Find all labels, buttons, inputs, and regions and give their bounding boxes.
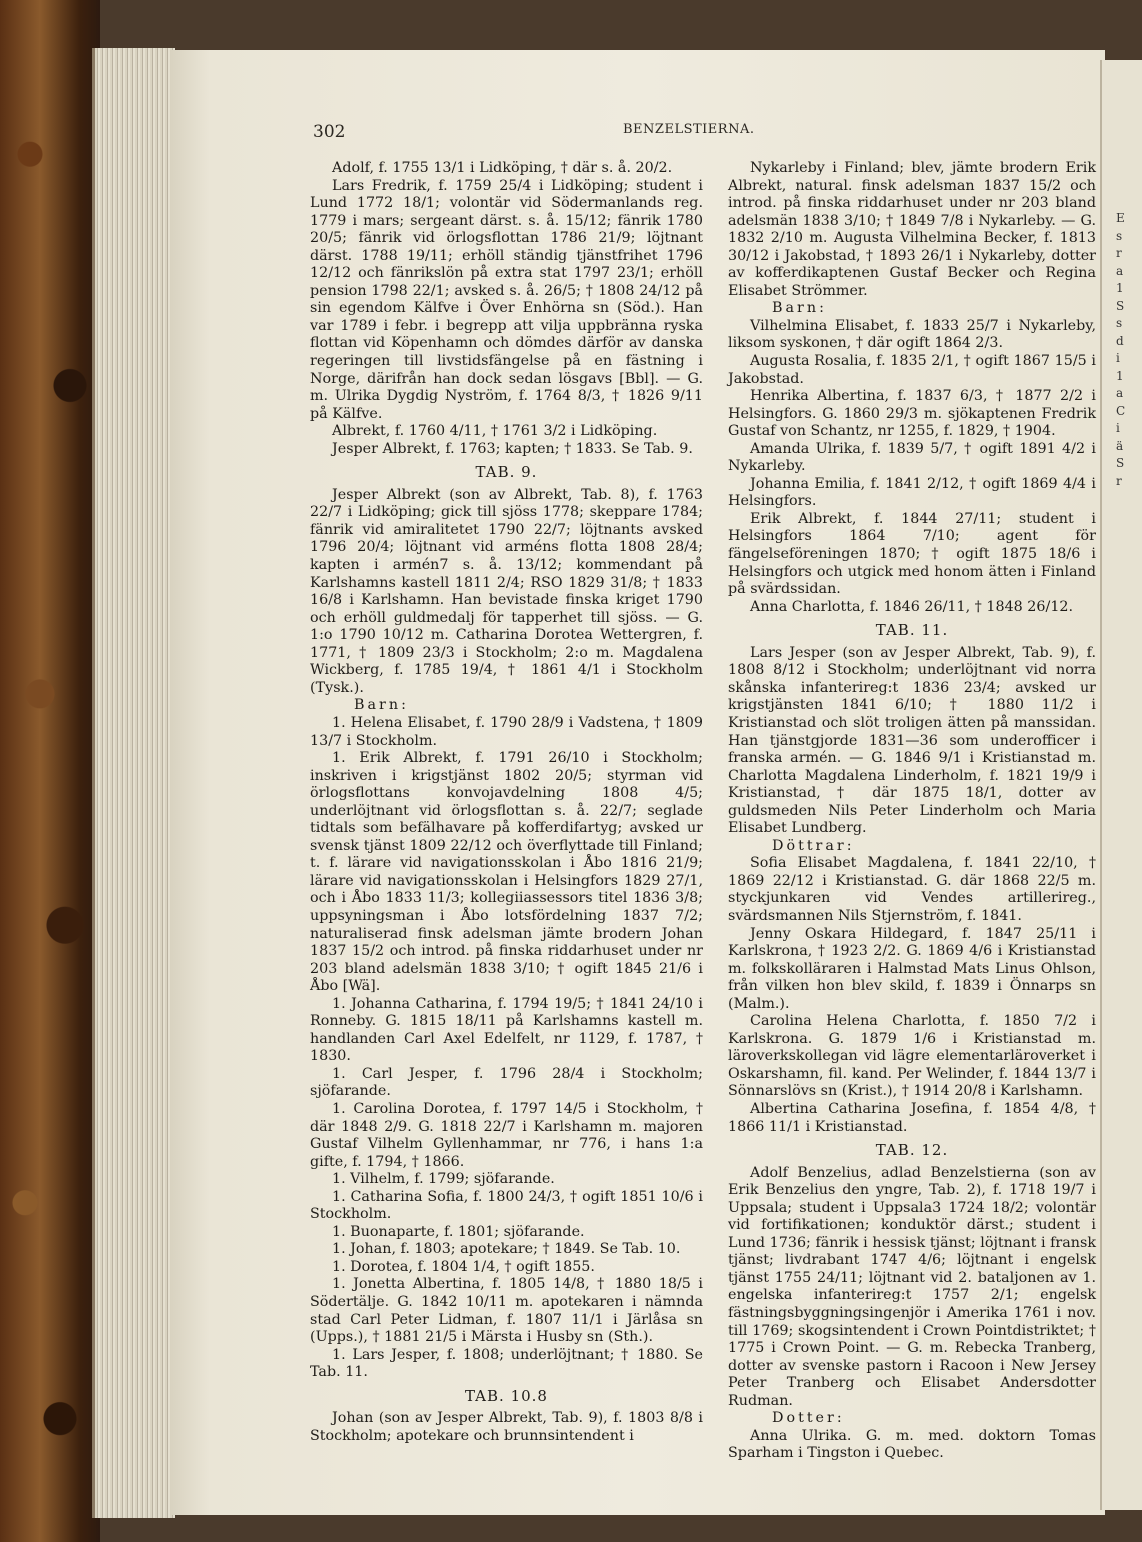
entry-paragraph: Anna Charlotta, f. 1846 26/11, † 1848 26/12. [750, 598, 1074, 615]
entry-paragraph: Augusta Rosalia, f. 1835 2/1, † ogift 1867 15/5 i Jakobstad. [728, 353, 1096, 387]
entry-paragraph: Johanna Emilia, f. 1841 2/12, † ogift 1869 4/4 i Helsingfors. [728, 475, 1096, 510]
entry-paragraph: 1. Helena Elisabet, f. 1790 28/9 i Vadstena, † 1809 13/7 i Stockholm. [310, 714, 703, 749]
entry-paragraph: Albertina Catharina Josefina, f. 1854 4/8, † 1866 11/1 i Kristianstad. [728, 1100, 1096, 1135]
entry-paragraph: 1. Johanna Catharina, f. 1794 19/5; † 1841 24/10 i Ronneby. G. 1815 18/11 på Karlshamns kastell m. handlanden Carl Axel Edelfelt, nr 1129, f. 1787, † 1830. [310, 995, 703, 1065]
entry-paragraph: Adolf, f. 1755 13/1 i Lidköping, † där s. å. 20/2. [332, 160, 673, 176]
entry-paragraph: 1. Jonetta Albertina, f. 1805 14/8, † 1880 18/5 i Södertälje. G. 1842 10/11 m. apotekaren i nämnda stad Carl Peter Lidman, f. 1807 11/1 i Järlåsa sn (Upps.), † 1881 21/5 i Märsta i Husby sn (Sth.). [310, 1276, 703, 1346]
entry-paragraph: Carolina Helena Charlotta, f. 1850 7/2 i Karlskrona. G. 1879 1/6 i Kristianstad m. läroverkskollegan vid lägre elementarläroverket i Oskarshamn, fil. kand. Per Welinder, f. 1844 13/7 i Sönnarslövs sn (Krist.), † 1914 20/8 i Karlshamn. [728, 1013, 1096, 1100]
entry-paragraph: 1. Lars Jesper, f. 1808; underlöjtnant; † 1880. Se Tab. 11. [310, 1346, 703, 1381]
left-column [310, 160, 703, 1445]
entry-paragraph: Lars Jesper (son av Jesper Albrekt, Tab. 9), f. 1808 8/12 i Stockholm; underlöjtnant vid norra skånska infanterireg:t 1836 23/4; avsked ur krigstjänsten 1841 6/10; † 1880 11/2 i Kristianstad och slöt troligen ätten på manssidan. Han tjänstgjorde 1831—36 som underofficer i franska armén. — G. 1846 9/1 i Kristianstad m. Charlotta Magdalena Linderholm, f. 1821 19/9 i Kristianstad, † där 1875 18/1, dotter av guldsmeden Nils Peter Linderholm och Maria Elisabet Lundberg. [728, 644, 1096, 837]
next-page-edge [1100, 60, 1142, 1510]
entry-paragraph: 1. Buonaparte, f. 1801; sjöfarande. [332, 1223, 585, 1240]
entry-paragraph: 1. Vilhelm, f. 1799; sjöfarande. [332, 1171, 555, 1188]
children-heading: Barn: [772, 300, 827, 317]
entry-paragraph: 1. Carl Jesper, f. 1796 28/4 i Stockholm; sjöfarande. [310, 1065, 703, 1100]
right-column [728, 160, 1096, 1463]
entry-paragraph: 1. Johan, f. 1803; apotekare; † 1849. Se Tab. 10. [332, 1241, 681, 1258]
section-heading: TAB. 12. [875, 1141, 949, 1160]
entry-paragraph: Jesper Albrekt (son av Albrekt, Tab. 8), f. 1763 22/7 i Lidköping; gick till sjöss 1778; skeppare 1784; fänrik vid amiralitetet 1790 22/7; löjtnants avsked 1796 20/4; löjtnant vid arméns flotta 1808 28/4; kapten i armén7 s. å. 13/12; kommendant på Karlshamns kastell 1811 2/4; RSO 1829 31/8; † 1833 16/8 i Karlshamn. Han bevistade finska kriget 1790 och erhöll guldmedalj för tapperhet till sjöss. — G. 1:o 1790 10/12 m. Catharina Dorotea Wettergren, f. 1771, † 1809 23/3 i Stockholm; 2:o m. Magdalena Wickberg, f. 1785 19/4, † 1861 4/1 i Stockholm (Tysk.). [310, 486, 703, 696]
section-heading: TAB. 9. [475, 463, 538, 482]
entry-paragraph: Anna Ulrika. G. m. med. doktorn Tomas Sparham i Tingston i Quebec. [728, 1427, 1096, 1462]
entry-paragraph: Vilhelmina Elisabet, f. 1833 25/7 i Nykarleby, liksom syskonen, † där ogift 1864 2/3. [728, 317, 1096, 352]
entry-paragraph: Jenny Oskara Hildegard, f. 1847 25/11 i Karlskrona, † 1923 2/2. G. 1869 4/6 i Kristianstad m. folkskolläraren i Halmstad Mats Linus Ohlson, från vilken hon blev skild, f. 1839 i Önnarps sn (Malm.). [728, 925, 1096, 1012]
entry-paragraph: Jesper Albrekt, f. 1763; kapten; † 1833. Se Tab. 9. [332, 440, 693, 457]
entry-paragraph: Amanda Ulrika, f. 1839 5/7, † ogift 1891 4/2 i Nykarleby. [728, 440, 1096, 475]
children-heading: Barn: [354, 697, 409, 714]
entry-paragraph: Albrekt, f. 1760 4/11, † 1761 3/2 i Lidköping. [332, 423, 658, 440]
entry-paragraph: 1. Erik Albrekt, f. 1791 26/10 i Stockholm; inskriven i krigstjänst 1802 20/5; styrman vid örlogsflottans konvojavdelning 1808 4/5; underlöjtnant vid örlogsflottan s. å. 22/7; seglade tidtals som befälhavare på kofferdifartyg; avsked ur svensk tjänst 1809 22/12 och överflyttade till Finland; t. f. lärare vid navigationsskolan i Åbo 1816 21/9; lärare vid navigationsskolan i Helsingfors 1829 27/1, och i Åbo 1833 11/3; kollegiiassessors titel 1836 3/8; uppsyningsman i Åbo lotsfördelning 1837 7/2; naturaliserad finsk adelsman jämte brodern Johan 1837 15/2 och introd. på finska riddarhuset under nr 203 bland adelsmän 1838 3/10; † ogift 1845 21/6 i Åbo [Wä]. [310, 750, 703, 995]
entry-paragraph: Nykarleby i Finland; blev, jämte brodern Erik Albrekt, natural. finsk adelsman 1837 15/2 och introd. på finska riddarhuset under nr 203 bland adelsmän 1838 3/10; † 1849 7/8 i Nykarleby. — G. 1832 2/10 m. Augusta Vilhelmina Becker, f. 1813 30/12 i Jakobstad, † 1893 26/1 i Nykarleby, dotter av kofferdikaptenen Gustaf Becker och Regina Elisabet Strömmer. [728, 160, 1096, 299]
running-head: BENZELSTIERNA. [623, 122, 755, 137]
next-page-fragment: E s r a 1 S s d i 1 a C i ä S r [1116, 211, 1126, 488]
entry-paragraph: Lars Fredrik, f. 1759 25/4 i Lidköping; student i Lund 1772 18/1; volontär vid Södermanlands reg. 1779 i mars; sergeant därst. s. å. 15/12; fänrik 1780 20/5; fänrik vid örlogsflottan 1786 21/9; löjtnant därst. 1788 19/11; erhöll ständig tjänstfrihet 1796 12/12 och fänrikslön på extra stat 1797 23/1; erhöll pension 1798 22/1; avsked s. å. 26/5; † 1808 24/12 på sin egendom Kälfve i Över Enhörna sn (Söd.). Han var 1789 i febr. i begrepp att vilja uppbränna ryska flottan vid Köpenhamn och dömdes därför av danska regeringen till livstidsfängelse på en fästning i Norge, därifrån han dock sedan lösgavs [Bbl]. — G. m. Ulrika Dygdig Nyström, f. 1764 8/3, † 1826 9/11 på Kälfve. [310, 177, 703, 422]
children-heading: Dotter: [772, 1410, 845, 1427]
book-cover-marbled [0, 0, 100, 1542]
entry-paragraph: Johan (son av Jesper Albrekt, Tab. 9), f. 1803 8/8 i Stockholm; apotekare och brunnsintendent i [310, 1410, 703, 1444]
section-heading: TAB. 10.8 [465, 1386, 548, 1405]
entry-paragraph: 1. Catharina Sofia, f. 1800 24/3, † ogift 1851 10/6 i Stockholm. [310, 1188, 703, 1223]
entry-paragraph: Sofia Elisabet Magdalena, f. 1841 22/10, † 1869 22/12 i Kristianstad. G. där 1868 22/5 m. styckjunkaren vid Vendes artillerireg., svärdsmannen Nils Stjernström, f. 1841. [728, 855, 1096, 924]
entry-paragraph: 1. Carolina Dorotea, f. 1797 14/5 i Stockholm, † där 1848 2/9. G. 1818 22/7 i Karlshamn m. majoren Gustaf Vilhelm Gyllenhammar, nr 776, i hans 1:a gifte, f. 1794, † 1866. [310, 1100, 703, 1170]
entry-paragraph: Adolf Benzelius, adlad Benzelstierna (son av Erik Benzelius den yngre, Tab. 2), f. 1718 19/7 i Uppsala; student i Uppsala3 1724 18/2; volontär vid fortifikationen; konduktör därst.; student i Lund 1736; fänrik i hessisk tjänst; löjtnant i fransk tjänst; livdrabant 1747 4/6; löjtnant i engelsk tjänst 1755 24/11; löjtnant vid 2. bataljonen av 1. engelska infanterireg:t 1757 2/1; engelsk fästningsbyggningsingenjör i Amerika 1761 i nov. till 1769; skogsintendent i Crown Pointdistriktet; † 1775 i Crown Point. — G. m. Rebecka Tranberg, dotter av svenske pastorn i Racoon i New Jersey Peter Tranberg och Elisabet Andersdotter Rudman. [728, 1164, 1096, 1409]
children-heading: Döttrar: [772, 837, 855, 854]
entry-paragraph: 1. Dorotea, f. 1804 1/4, † ogift 1855. [332, 1258, 595, 1275]
page-number: 302 [313, 122, 346, 142]
page-edges [92, 48, 175, 1518]
entry-paragraph: Henrika Albertina, f. 1837 6/3, † 1877 2/2 i Helsingfors. G. 1860 29/3 m. sjökaptenen Fredrik Gustaf von Schantz, nr 1255, f. 1829, † 1904. [728, 388, 1096, 440]
section-heading: TAB. 11. [875, 621, 949, 640]
entry-paragraph: Erik Albrekt, f. 1844 27/11; student i Helsingfors 1864 7/10; agent för fängelseföreningen 1870; † ogift 1875 18/6 i Helsingfors och utgick med honom ätten i Finland på svärdssidan. [728, 510, 1096, 598]
